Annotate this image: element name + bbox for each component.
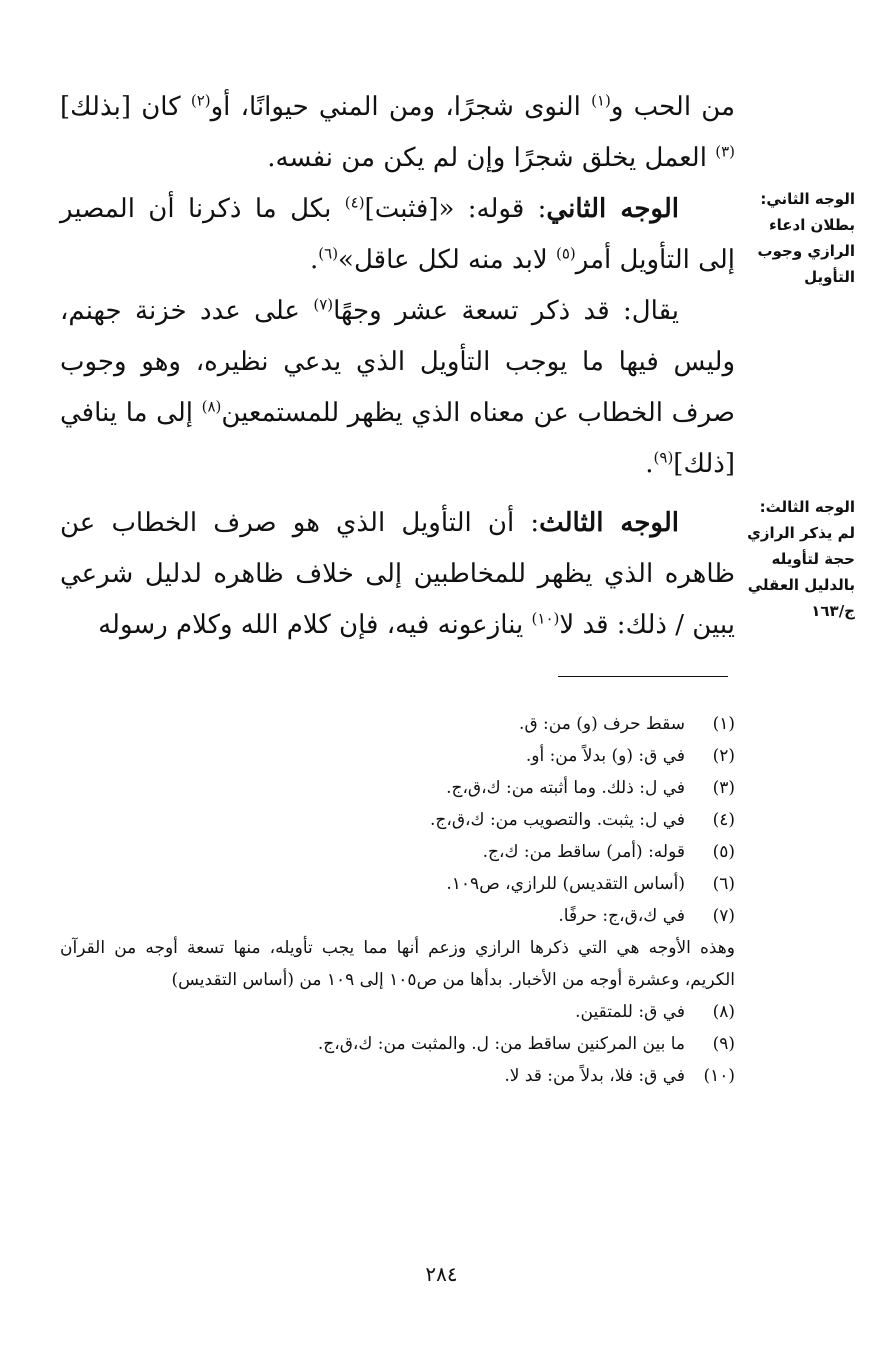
side-note-volume-page: ج/١٦٣ [811, 602, 855, 620]
footnote-item [60, 708, 735, 740]
side-note-second-aspect [740, 186, 855, 290]
text-run: ينازعونه فيه، فإن كلام الله وكلام رسوله [98, 610, 532, 640]
text-run: إلى ما ينافي [ذلك] [60, 398, 735, 479]
paragraph-2 [60, 184, 735, 286]
footnote-number: (١) [712, 714, 735, 734]
side-note-line: الوجه الثالث: [759, 498, 855, 516]
side-note-line: الوجه الثاني: [760, 190, 855, 208]
footnote-ref: (٢) [190, 91, 211, 110]
text-run: : قوله: «[فثبت] [364, 194, 547, 224]
footnote-item [60, 868, 735, 900]
footnote-item [60, 772, 735, 804]
footnote-number: (٨) [712, 1002, 735, 1022]
text-run: العمل يخلق شجرًا وإن لم يكن من نفسه. [267, 143, 716, 173]
text-run: كان [بذلك] [60, 92, 191, 122]
footnote-item [60, 996, 735, 1028]
footnote-number: (٣) [712, 778, 735, 798]
side-note-line: التأويل [804, 268, 855, 286]
footnote-continuation [60, 932, 735, 996]
footnote-number: (٥) [712, 842, 735, 862]
footnote-text: سقط حرف (و) من: ق. [519, 714, 685, 734]
paragraph-3 [60, 286, 735, 490]
main-text [60, 82, 735, 651]
footnotes [60, 708, 735, 1092]
footnote-item [60, 740, 735, 772]
text-run: . [310, 245, 319, 275]
footnote-separator [558, 676, 728, 677]
footnote-text: في ل: يثبت. والتصويب من: ك،ق،ج. [430, 810, 685, 830]
side-note-third-aspect [740, 494, 855, 624]
footnote-text: قوله: (أمر) ساقط من: ك،ج. [482, 842, 685, 862]
footnote-item [60, 1028, 735, 1060]
footnote-item [60, 1060, 735, 1092]
text-run: من الحب و [610, 92, 736, 122]
footnote-text: ما بين المركنين ساقط من: ل. والمثبت من: ك،ق،ج. [317, 1034, 685, 1054]
footnote-ref: (٣) [715, 142, 735, 161]
paragraph-4 [60, 498, 735, 651]
footnote-ref: (٨) [201, 397, 222, 416]
footnote-number: (٤) [712, 810, 735, 830]
side-note-line: الرازي وجوب [757, 242, 855, 260]
footnote-continuation-text: وهذه الأوجه هي التي ذكرها الرازي وزعم أنها مما يجب تأويله، منها تسعة أوجه من القرآن الكريم، وعشرة أوجه من الأخبار. بدأها من ص١٠٥ إلى ١٠٩ من (أساس التقديس) [60, 938, 735, 990]
footnote-number: (٢) [712, 746, 735, 766]
text-run: على عدد خزنة جهنم، وليس فيها ما يوجب التأويل الذي يدعي نظيره، وهو وجوب صرف الخطاب عن معناه الذي يظهر للمستمعين [60, 296, 736, 428]
side-note-line: بطلان ادعاء [768, 216, 855, 234]
section-heading: الوجه الثالث [539, 508, 679, 538]
footnote-text: في ق: للمتقين. [575, 1002, 685, 1022]
footnote-item [60, 804, 735, 836]
footnote-text: في ق: (و) بدلاً من: أو. [525, 746, 685, 766]
text-run: يقال: قد ذكر تسعة عشر وجهًا [333, 296, 679, 326]
footnote-ref: (١٠) [531, 609, 560, 628]
footnote-ref: (٦) [318, 244, 339, 263]
footnote-ref: (١) [591, 91, 611, 110]
section-heading: الوجه الثاني [546, 194, 679, 224]
page-number: ٢٨٤ [425, 1262, 458, 1286]
footnote-number: (١٠) [703, 1066, 735, 1086]
footnote-text: (أساس التقديس) للرازي، ص١٠٩. [446, 874, 685, 894]
footnote-ref: (٧) [313, 295, 334, 314]
footnote-item [60, 900, 735, 932]
footnote-number: (٩) [712, 1034, 735, 1054]
footnote-ref: (٤) [344, 193, 365, 212]
text-run: لابد منه لكل عاقل» [338, 245, 556, 275]
text-run: : أن التأويل الذي هو صرف الخطاب عن ظاهره الذي يظهر للمخاطبين إلى خلاف ظاهره لدليل شرعي يبين / ذلك: قد لا [60, 508, 735, 640]
side-note-line: بالدليل العقلي [747, 576, 855, 594]
footnote-number: (٦) [712, 874, 735, 894]
footnote-text: في ل: ذلك. وما أثبته من: ك،ق،ج. [446, 778, 685, 798]
text-run: . [645, 449, 654, 479]
footnote-text: في ك،ق،ج: حرفًا. [558, 906, 685, 926]
footnote-ref: (٥) [555, 244, 576, 263]
side-note-line: حجة لتأويله [771, 550, 855, 568]
paragraph-1 [60, 82, 735, 184]
footnote-number: (٧) [712, 906, 735, 926]
side-note-line: لم يذكر الرازي [747, 524, 855, 542]
footnote-ref: (٩) [653, 448, 674, 467]
footnote-text: في ق: فلا، بدلاً من: قد لا. [504, 1066, 685, 1086]
text-run: بكل ما ذكرنا أن المصير إلى التأويل أمر [60, 194, 735, 275]
text-run: النوى شجرًا، ومن المني حيوانًا، أو [210, 92, 592, 122]
footnote-item [60, 836, 735, 868]
